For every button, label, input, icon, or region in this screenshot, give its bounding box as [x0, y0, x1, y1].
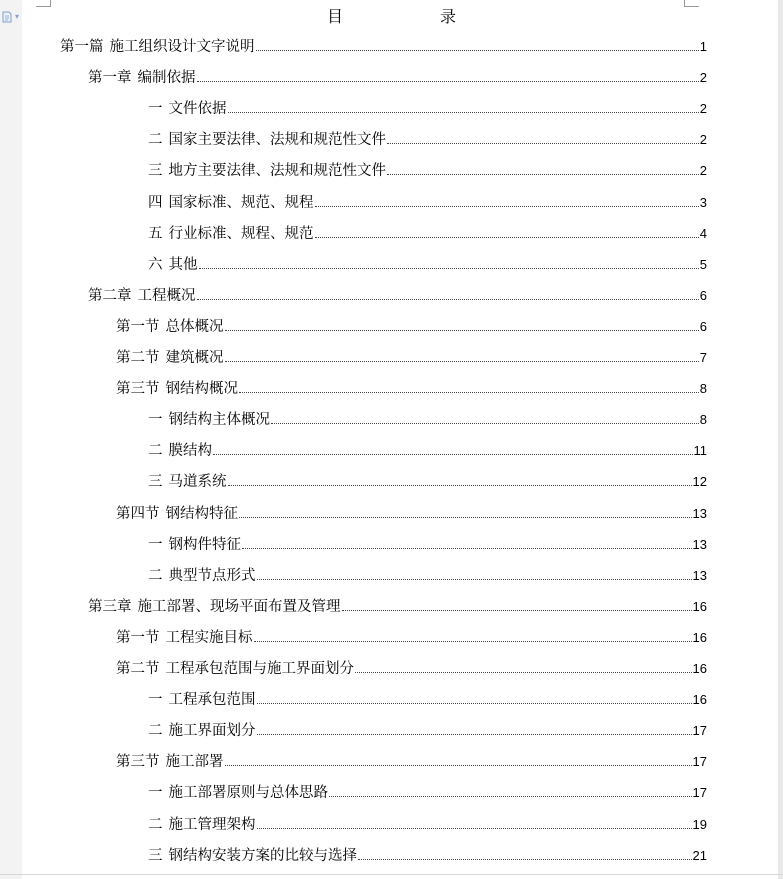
- toc-entry-number: 一: [148, 692, 163, 709]
- toc-entry[interactable]: [148, 812, 707, 834]
- toc-entry-label: [88, 598, 341, 616]
- toc-entry[interactable]: [148, 158, 707, 180]
- toc-entry[interactable]: [148, 252, 707, 274]
- toc-entry-label: [148, 536, 241, 554]
- toc-entry-label: [148, 256, 198, 274]
- toc-entry-text: 施工部署: [165, 754, 224, 771]
- toc-entry-label: [148, 194, 314, 212]
- toc-page-number: 3: [699, 194, 707, 210]
- toc-dot-leader: [254, 641, 692, 642]
- toc-dot-leader: [342, 610, 692, 611]
- toc-entry-text: 钢结构概况: [165, 381, 238, 398]
- toc-entry-label: [148, 225, 314, 243]
- toc-entry-number: 二: [148, 443, 163, 460]
- toc-entry-text: 施工组织设计文字说明: [109, 39, 255, 55]
- toc-entry-text: 工程实施目标: [165, 629, 253, 646]
- toc-entry[interactable]: [148, 190, 707, 212]
- toc-entry-label: [148, 473, 227, 491]
- toc-page-number: 2: [699, 163, 707, 179]
- toc-page-number: 21: [692, 847, 707, 863]
- toc-entry-label: [148, 784, 328, 802]
- toc-entry-text: 国家标准、规范、规程: [168, 194, 314, 211]
- toc-entry-text: 建筑概况: [165, 350, 224, 366]
- toc-entry-text: 国家主要法律、法规和规范性文件: [168, 132, 386, 149]
- toc-page-number: 13: [692, 505, 707, 521]
- toc-entry[interactable]: [148, 687, 707, 709]
- toc-entry-text: 施工部署、现场平面布置及管理: [137, 598, 341, 615]
- toc-entry-label: [116, 380, 238, 398]
- toc-entry[interactable]: [148, 127, 707, 149]
- toc-dot-leader: [239, 517, 692, 518]
- toc-page-number: 19: [692, 816, 707, 832]
- toc-entry[interactable]: [148, 532, 707, 554]
- toc-dot-leader: [257, 734, 692, 735]
- toc-entry-label: [148, 442, 212, 460]
- toc-entry-text: 文件依据: [168, 101, 227, 118]
- toc-entry-number: 第二节: [116, 661, 160, 677]
- toc-entry-text: 编制依据: [137, 70, 196, 87]
- toc-entry-number: 第一篇: [60, 39, 104, 55]
- toc-entry[interactable]: [116, 625, 707, 647]
- toc-entry[interactable]: [148, 718, 707, 740]
- toc-entry-text: 总体概况: [165, 318, 224, 335]
- toc-dot-leader: [387, 143, 699, 144]
- toc-entry-text: 其他: [168, 256, 198, 273]
- chevron-down-icon[interactable]: ▾: [15, 12, 20, 21]
- toc-dot-leader: [355, 672, 692, 673]
- toc-dot-leader: [315, 206, 699, 207]
- toc-entry-text: 典型节点形式: [168, 567, 256, 584]
- toc-entry-label: [148, 162, 386, 180]
- toc-entry-text: 施工部署原则与总体思路: [168, 785, 328, 802]
- toc-entry[interactable]: [148, 563, 707, 585]
- toc-entry-label: [116, 629, 253, 647]
- toc-entry[interactable]: [116, 376, 707, 398]
- toc-entry-label: [116, 349, 224, 367]
- toc-entry-number: 第三章: [88, 598, 132, 615]
- toc-page-number: 1: [699, 39, 707, 54]
- toc-dot-leader: [271, 423, 699, 424]
- toc-dot-leader: [197, 299, 699, 300]
- toc-entry-number: 第三节: [116, 754, 160, 771]
- toc-entry-label: [148, 411, 270, 429]
- toc-entry-number: 第二章: [88, 287, 132, 304]
- toc-dot-leader: [228, 485, 692, 486]
- toc-entry-label: [116, 505, 238, 523]
- toc-entry-text: 地方主要法律、法规和规范性文件: [168, 163, 386, 180]
- toc-dot-leader: [257, 579, 692, 580]
- toc-page-number: 16: [692, 598, 707, 614]
- toc-entry[interactable]: [116, 656, 707, 678]
- toc-entry-number: 三: [148, 474, 163, 491]
- toc-dot-leader: [213, 454, 693, 455]
- toc-entry-number: 一: [148, 101, 163, 118]
- toc-entry-number: 第一章: [88, 70, 132, 87]
- toc-dot-leader: [358, 859, 692, 860]
- toc-entry-number: 第四节: [116, 505, 160, 522]
- toc-entry-number: 三: [148, 163, 163, 180]
- toc-entry[interactable]: [116, 345, 707, 367]
- toc-entry-label: [148, 722, 256, 740]
- toc-entry[interactable]: [116, 749, 707, 771]
- toc-entry-number: 二: [148, 723, 163, 740]
- toc-page-number: 2: [699, 132, 707, 148]
- toc-entry-label: [116, 660, 354, 678]
- toc-entry-number: 二: [148, 567, 163, 584]
- toc-page-number: 5: [699, 256, 707, 272]
- toc-page-number: 6: [699, 318, 707, 334]
- toc-entry-number: 一: [148, 536, 163, 553]
- toc-entry-number: 第二节: [116, 350, 160, 366]
- toc-entry-label: [148, 131, 386, 149]
- toc-entry[interactable]: [148, 221, 707, 243]
- toc-dot-leader: [329, 796, 692, 797]
- toc-entry-label: [116, 753, 224, 771]
- toc-entry[interactable]: [148, 469, 707, 491]
- toc-entry-label: [148, 567, 256, 585]
- toc-entry-label: [60, 38, 255, 56]
- toc-dot-leader: [239, 392, 699, 393]
- toc-page-number: 6: [699, 287, 707, 303]
- toc-entry-number: 六: [148, 256, 163, 273]
- toc-entry-text: 马道系统: [168, 474, 227, 491]
- toc-title: 目 录: [326, 7, 503, 26]
- toc-entry-text: 工程概况: [137, 287, 196, 304]
- toc-entry[interactable]: [116, 314, 707, 336]
- toc-page-number: 17: [692, 785, 707, 801]
- toc-page-number: 2: [699, 101, 707, 117]
- toc-page-number: 13: [692, 567, 707, 583]
- toc-page-number: 8: [699, 381, 707, 397]
- toc-dot-leader: [257, 703, 692, 704]
- toc-dot-leader: [225, 765, 692, 766]
- toc-page-number: 16: [692, 692, 707, 708]
- toc-dot-leader: [315, 237, 699, 238]
- toc-page-number: 13: [692, 536, 707, 552]
- toc-page-number: 11: [693, 443, 707, 459]
- toc-entry-text: 膜结构: [168, 443, 212, 460]
- toc-dot-leader: [257, 828, 692, 829]
- toc-entry-number: 三: [148, 847, 163, 864]
- toc-entry-number: 第一节: [116, 318, 160, 335]
- toc-dot-leader: [387, 174, 699, 175]
- toc-page-number: 16: [692, 661, 707, 676]
- toc-entry-number: 二: [148, 132, 163, 149]
- toc-dot-leader: [225, 330, 699, 331]
- toc-page-number: 12: [692, 474, 707, 490]
- toc-page-number: 17: [692, 723, 707, 739]
- toc-entry[interactable]: [88, 65, 707, 87]
- toc-entry-label: [88, 287, 196, 305]
- toc-entry-number: 一: [148, 412, 163, 429]
- toc-dot-leader: [197, 81, 699, 82]
- toc-dot-leader: [199, 268, 699, 269]
- toc-dot-leader: [256, 50, 699, 51]
- toc-page-number: 16: [692, 629, 707, 645]
- toc-entry[interactable]: [88, 283, 707, 305]
- page-right-edge: [778, 0, 783, 879]
- toc-entry[interactable]: [148, 407, 707, 429]
- toc-entry-text: 施工界面划分: [168, 723, 256, 740]
- toc-entry[interactable]: [60, 34, 707, 56]
- toc-entry-text: 行业标准、规程、规范: [168, 225, 314, 242]
- toc-entry-number: 五: [148, 225, 163, 242]
- toc-entry-label: [148, 847, 357, 865]
- toc-entry-text: 工程承包范围与施工界面划分: [165, 661, 354, 677]
- toc-entry-label: [88, 69, 196, 87]
- toc-entry[interactable]: [148, 438, 707, 460]
- toc-entry-label: [148, 691, 256, 709]
- toc-dot-leader: [242, 548, 692, 549]
- toc-page-number: 17: [692, 754, 707, 770]
- toc-entry[interactable]: [148, 843, 707, 865]
- toc-entry-text: 钢结构安装方案的比较与选择: [168, 847, 357, 864]
- page-bottom-edge: [0, 874, 783, 875]
- toc-entry-number: 第三节: [116, 381, 160, 398]
- toc-entry-text: 钢构件特征: [168, 536, 241, 553]
- toc-entry-number: 第一节: [116, 629, 160, 646]
- toc-page-number: 7: [699, 350, 707, 365]
- toc-entry-label: [148, 816, 256, 834]
- toc-entry-number: 二: [148, 816, 163, 833]
- toc-entry-number: 一: [148, 785, 163, 802]
- toc-entry-label: [116, 318, 224, 336]
- toc-page-number: 4: [699, 225, 707, 241]
- toc-entry-text: 工程承包范围: [168, 692, 256, 709]
- left-margin-panel: [0, 0, 23, 879]
- toc-entry-text: 钢结构主体概况: [168, 412, 270, 429]
- toc-page-number: 8: [699, 412, 707, 428]
- toc-entry-text: 钢结构特征: [165, 505, 238, 522]
- toc-entry[interactable]: [116, 501, 707, 523]
- toc-entry-label: [148, 100, 227, 118]
- toc-entry[interactable]: [148, 96, 707, 118]
- toc-entry-text: 施工管理架构: [168, 816, 256, 833]
- toc-dot-leader: [225, 361, 699, 362]
- toc-page-number: 2: [699, 70, 707, 86]
- toc-entry[interactable]: [148, 780, 707, 802]
- toc-dot-leader: [228, 112, 699, 113]
- toc-entry[interactable]: [88, 594, 707, 616]
- toc-entry-number: 四: [148, 194, 163, 211]
